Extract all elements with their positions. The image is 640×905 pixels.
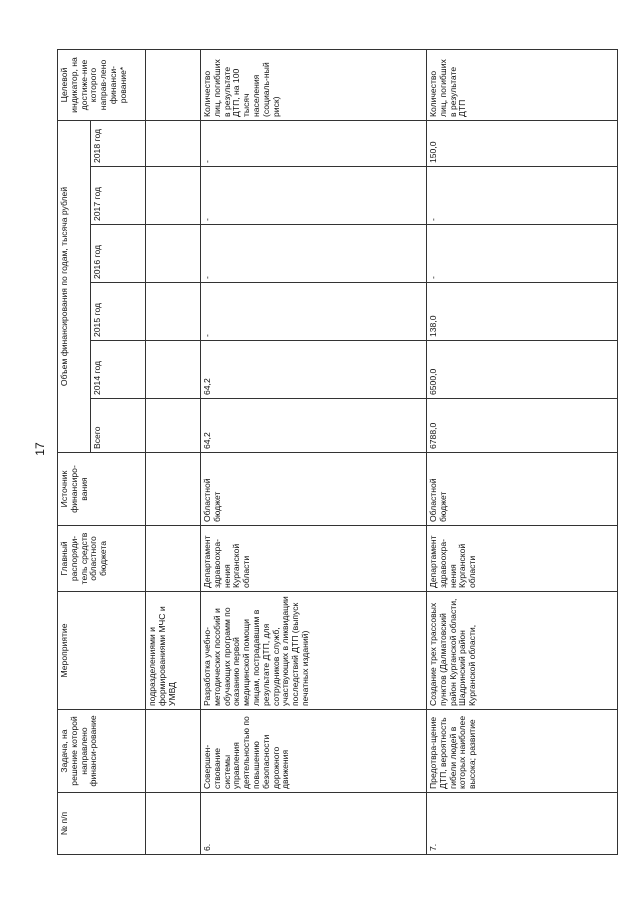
cell-measure: Создание трех трассовых пунктов (Далматовский район Курганской области, Шадринский район Курганской области,	[427, 592, 618, 710]
cell-measure: Разработка учебно-методических пособий и обучающих программ по оказанию первой медицинской помощи лицам, пострадавшим в результате ДТП, для сотрудников служб, участвующих в ликвидации последствий ДТП (выпуск печатных изданий)	[201, 592, 427, 710]
cell-y2015	[146, 283, 201, 341]
financing-table	[57, 49, 618, 855]
cell-total: 6788,0	[427, 399, 618, 453]
cell-manager: Департамент здравоохра-нения Курганской области	[427, 526, 618, 592]
rotated-table-wrapper	[57, 50, 617, 855]
header-total: Всего	[91, 399, 146, 453]
page-number: 17	[33, 442, 47, 456]
header-row-1	[58, 50, 91, 855]
header-y2016: 2016 год	[91, 225, 146, 283]
header-num: № п/п	[58, 793, 146, 855]
cell-y2016	[146, 225, 201, 283]
cell-manager: Департамент здравоохра-нения Курганской области	[201, 526, 427, 592]
cell-total	[146, 399, 201, 453]
cell-y2017: -	[201, 167, 427, 225]
cell-y2017: -	[427, 167, 618, 225]
table-row	[201, 50, 427, 855]
cell-y2016: -	[201, 225, 427, 283]
cell-num: 6.	[201, 793, 427, 855]
header-y2015: 2015 год	[91, 283, 146, 341]
cell-y2014	[146, 341, 201, 399]
header-volume: Объем финансирования по годам, тысяча рублей	[58, 121, 91, 453]
cell-y2014: 6500,0	[427, 341, 618, 399]
table-row	[146, 50, 201, 855]
cell-indicator: Количество лиц, погибших в результате ДТП, на 100 тысяч населения (социаль-ный риск)	[201, 50, 427, 121]
cell-y2014: 64,2	[201, 341, 427, 399]
header-y2017: 2017 год	[91, 167, 146, 225]
cell-indicator	[146, 50, 201, 121]
cell-y2017	[146, 167, 201, 225]
cell-measure: подразделениями и формированиями МЧС и УМВД	[146, 592, 201, 710]
cell-source: Областной бюджет	[427, 453, 618, 526]
cell-num	[146, 793, 201, 855]
cell-task: Предотвра-щение ДТП, вероятность гибели людей в которых наиболее высока; развитие	[427, 710, 618, 793]
header-y2018: 2018 год	[91, 121, 146, 167]
cell-indicator: Количество лиц, погибших в результате ДТП	[427, 50, 618, 121]
cell-y2018: 150,0	[427, 121, 618, 167]
table-row	[427, 50, 618, 855]
header-task: Задача, на решение которой направлено финанси-рование	[58, 710, 146, 793]
cell-y2018	[146, 121, 201, 167]
cell-source	[146, 453, 201, 526]
header-y2014: 2014 год	[91, 341, 146, 399]
header-measure: Мероприятие	[58, 592, 146, 710]
cell-y2015: -	[201, 283, 427, 341]
cell-source: Областной бюджет	[201, 453, 427, 526]
cell-num: 7.	[427, 793, 618, 855]
cell-task	[146, 710, 201, 793]
header-manager: Главный распоряди-тель средств областного бюджета	[58, 526, 146, 592]
cell-y2018: -	[201, 121, 427, 167]
cell-total: 64,2	[201, 399, 427, 453]
header-indicator: Целевой индикатор, на достиже-ние которого направ-лено финанси-рование*	[58, 50, 146, 121]
cell-y2016: -	[427, 225, 618, 283]
cell-task: Совершен-ствование системы управления деятельностью по повышению безопасности дорожного движения	[201, 710, 427, 793]
header-source: Источник финансиро-вания	[58, 453, 146, 526]
cell-manager	[146, 526, 201, 592]
cell-y2015: 138,0	[427, 283, 618, 341]
